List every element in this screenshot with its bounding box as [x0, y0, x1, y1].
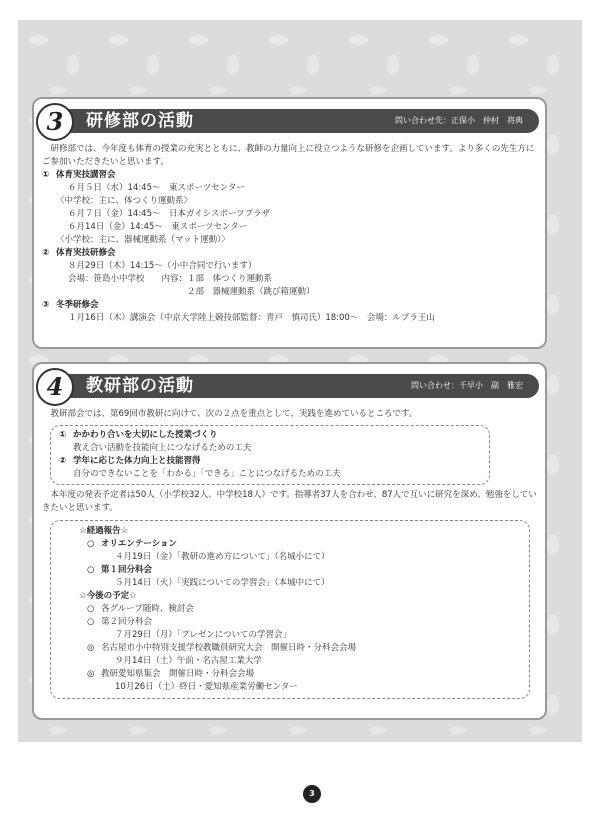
item-detail-line: 〈中学校：主に、体つくり運動系〉 [56, 196, 193, 206]
plan-marker: ◎ [87, 643, 95, 653]
plan-item [79, 642, 519, 655]
plan-item [79, 616, 519, 629]
item-detail-line: 〈小学校：主に、器械運動系（マット運動）〉 [56, 235, 230, 245]
focus-box [50, 425, 490, 485]
plan-title: ☆今後の予定☆ [79, 591, 137, 601]
section-3-intro: 研修部では、今年度も体育の授業の充実とともに、教師の力量向上に役立つような研修を企画しています。より多くの先生方にご参加いただきたいと思います。 [42, 144, 535, 167]
focus-marker: ① [59, 430, 67, 440]
page-number: 3 [303, 785, 321, 803]
section-number-3: 3 [36, 103, 74, 141]
report-heading: 第１回分科会 [101, 565, 153, 575]
item-marker: ③ [42, 300, 50, 310]
plan-marker: ◎ [87, 669, 95, 679]
plan-sub: ７月29日（月）「プレゼンについての学習会」 [115, 630, 292, 640]
focus-marker: ② [59, 456, 67, 466]
item-heading [42, 169, 537, 182]
section-3-contact: 問い合わせ先：正保小 仲村 将典 [395, 116, 523, 125]
section-4-title: 教研部の活動 [86, 376, 194, 396]
plan-item [79, 603, 519, 616]
focus-heading [59, 429, 481, 442]
plan-text: 名古屋市小中特別支援学校教職員研究大会 開催日時・分科会会場 [101, 643, 357, 653]
item-heading-text: 体育実技研修会 [56, 248, 116, 258]
focus-heading-text: 学年に応じた体力向上と技能習得 [73, 456, 201, 466]
item-detail-line: ６月７日（金）14:45～ 日本ガイシスポーツプラザ [68, 209, 271, 219]
item-marker: ① [42, 170, 50, 180]
section-3-body [42, 143, 537, 325]
focus-heading-text: かかわり合いを大切にした授業づくり [73, 430, 218, 440]
item-heading-text: 体育実技講習会 [56, 170, 116, 180]
report-list [79, 538, 519, 590]
schedule-box [50, 520, 530, 699]
section-4-contact: 問い合わせ：千早小 副 雅宏 [411, 381, 523, 390]
focus-heading [59, 455, 481, 468]
plan-text: 教研愛知県集会 開催日時・分科会会場 [101, 669, 255, 679]
section-3-title: 研修部の活動 [86, 111, 194, 131]
plan-sub: ９月14日（土）午前・名古屋工業大学 [115, 656, 262, 666]
section-3-header [42, 107, 539, 136]
report-sub: ５月14日（火）「実践についての学習会」（本城中にて） [115, 578, 330, 588]
report-marker: ○ [87, 565, 95, 575]
plan-item [79, 668, 519, 681]
report-title: ☆経過報告☆ [79, 526, 129, 536]
item-marker: ② [42, 248, 50, 258]
section-3-card [32, 97, 547, 349]
plan-text: 各グループ随時、検討会 [101, 604, 194, 614]
focus-sub: 教え合い活動を技能向上につなげるための工夫 [73, 443, 252, 453]
item-detail-line: ６月14日（金）14:45～ 東スポーツセンター [68, 222, 248, 232]
section-4-body [42, 408, 537, 699]
report-item [79, 564, 519, 577]
section-number-4: 4 [36, 368, 74, 406]
plan-marker: ○ [87, 604, 95, 614]
item-heading [42, 299, 537, 312]
item-detail-line: ２部 器械運動系（跳び箱運動） [68, 287, 315, 297]
plan-text: 第２回分科会 [101, 617, 153, 627]
section-3-items [42, 169, 537, 325]
report-heading: オリエンテーション [101, 539, 177, 549]
plan-list [79, 603, 519, 694]
plan-sub: 10月26日（土）終日・愛知県産業労働センター [115, 682, 298, 692]
report-sub: ４月19日（金）「教研の進め方について」（名城小にて） [115, 552, 330, 562]
item-detail-line: 会場：笹島小中学校 内容：１部 体つくり運動系 [68, 274, 273, 284]
plan-marker: ○ [87, 617, 95, 627]
item-detail-line: ８月29日（木）14:15～（小中合同で行います） [68, 261, 257, 271]
report-item [79, 538, 519, 551]
focus-sub: 自分のできないことを「わかる」「できる」ことにつなげるための工夫 [73, 469, 341, 479]
item-detail-line: １月16日（木）講演会（中京大学陸上競技部監督：青戸 慎司氏）18:00～ 会場：ルブラ王山 [68, 313, 435, 323]
item-heading-text: 冬季研修会 [56, 300, 99, 310]
section-4-intro: 教研部会では、第69回市教研に向けて、次の２点を重点として、実践を進めているところです。 [42, 409, 418, 419]
section-4-card [32, 362, 547, 720]
item-heading [42, 247, 537, 260]
section-4-paragraph: 本年度の発表予定者は50人（小学校32人、中学校18人）です。指導者37人を合わせ、87人で互いに研究を深め、勉強をしていきたいと思います。 [42, 490, 537, 513]
section-4-header [42, 372, 539, 401]
report-marker: ○ [87, 539, 95, 549]
item-detail-line: ６月５日（水）14:45～ 東スポーツセンター [68, 183, 245, 193]
